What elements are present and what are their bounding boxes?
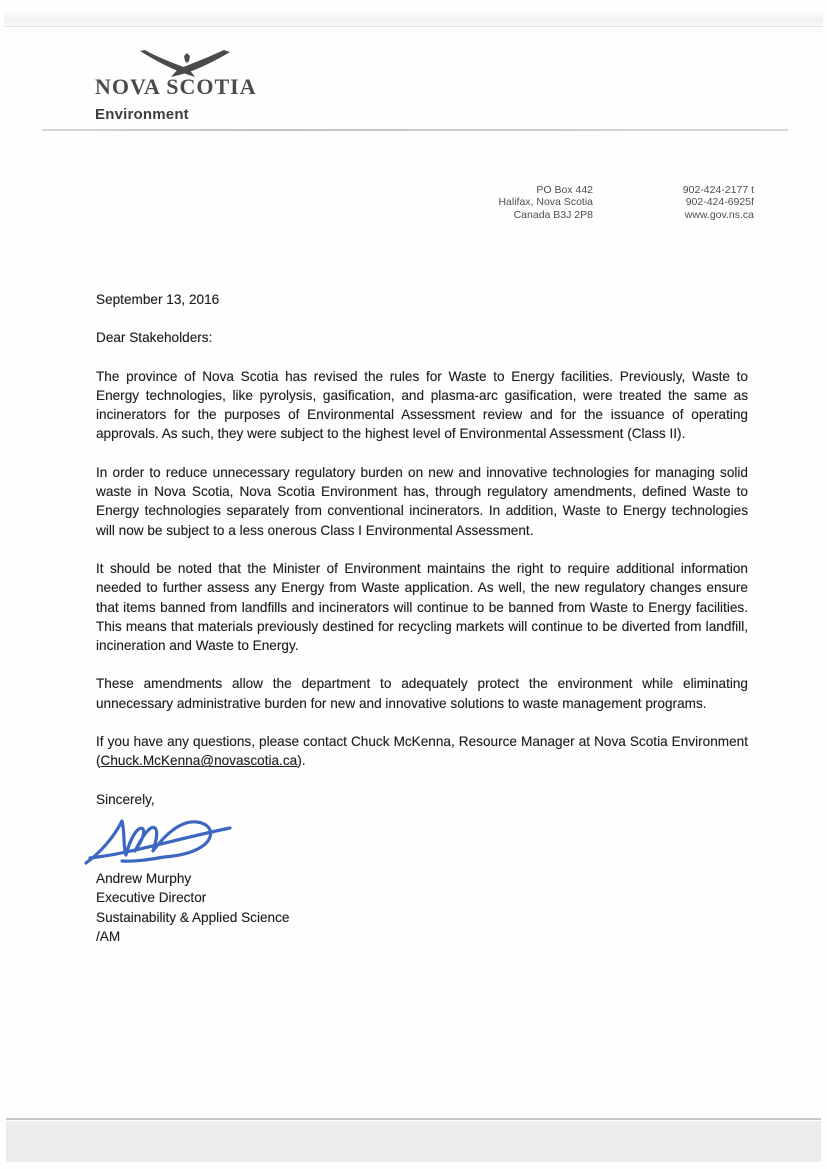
- closing: Sincerely,: [96, 791, 155, 807]
- contact-text-before: If you have any questions, please contact Chuck McKenna, Resource Manager at Nova Scotia Environment (: [96, 734, 748, 769]
- nova-scotia-logo: [95, 50, 257, 123]
- department-name: Environment: [95, 106, 189, 123]
- contact-text-after: ).: [297, 753, 306, 769]
- letter-body: [96, 290, 748, 965]
- letterhead-divider: [42, 129, 788, 131]
- signer-name: Andrew Murphy: [96, 870, 192, 886]
- signature-image: [84, 811, 748, 869]
- address-line-2: Halifax, Nova Scotia: [498, 196, 593, 209]
- letter-date: September 13, 2016: [96, 292, 220, 307]
- signer-block: [96, 869, 748, 927]
- fax-number: 902-424-6925f: [685, 196, 754, 209]
- signer-division: Sustainability & Applied Science: [96, 909, 290, 925]
- letterhead-address: [448, 184, 593, 221]
- paragraph-2: In order to reduce unnecessary regulatory burden on new and innovative technologies for managing solid waste in Nova Scotia, Nova Scotia Environment has, through regulatory amendments, defined Waste to Energy technologies separately from conventional incinerators. In addition, Waste to Energy technologies will now be subject to a less onerous Class I Environmental Assessment.: [96, 464, 748, 538]
- nova-scotia-flag-icon: [137, 50, 233, 77]
- phone-number: 902-424-2177 t: [682, 184, 754, 196]
- scan-top-edge: [4, 11, 823, 27]
- signer-title: Executive Director: [96, 890, 207, 906]
- email-link[interactable]: Chuck.McKenna@novascotia.ca: [100, 753, 298, 769]
- address-line-1: PO Box 442: [536, 184, 593, 196]
- paragraph-3: It should be noted that the Minister of Environment maintains the right to require additional information needed to further assess any Energy from Waste application. As well, the new regulatory changes ensure that items banned from landfills and incinerators will continue to be banned from Waste to Energy facilities. This means that materials previously destined for recycling markets will continue to be diverted from landfill, incineration and Waste to Energy.: [96, 560, 748, 654]
- letterhead-phone: [650, 184, 754, 221]
- salutation: Dear Stakeholders:: [96, 330, 213, 346]
- typist-initials: /AM: [96, 928, 121, 944]
- address-line-3: Canada B3J 2P8: [513, 208, 593, 221]
- org-wordmark: NOVA SCOTIA: [95, 74, 257, 99]
- scan-bottom-edge-line: [6, 1118, 821, 1120]
- scan-bottom-edge: [6, 1121, 821, 1162]
- paragraph-4: These amendments allow the department to adequately protect the environment while eliminating unnecessary administrative burden for new and innovative solutions to waste management programs.: [96, 676, 748, 711]
- paragraph-1: The province of Nova Scotia has revised the rules for Waste to Energy facilities. Previously, Waste to Energy technologies, like pyrolysis, gasification, and plasma-arc gasification, were treated the same as incinerators for the purposes of Environmental Assessment review and for the issuance of operating approvals. As such, they were subject to the highest level of Environmental Assessment (Class II).: [96, 368, 748, 442]
- paragraph-contact: [96, 732, 748, 771]
- website-url: www.gov.ns.ca: [684, 208, 754, 221]
